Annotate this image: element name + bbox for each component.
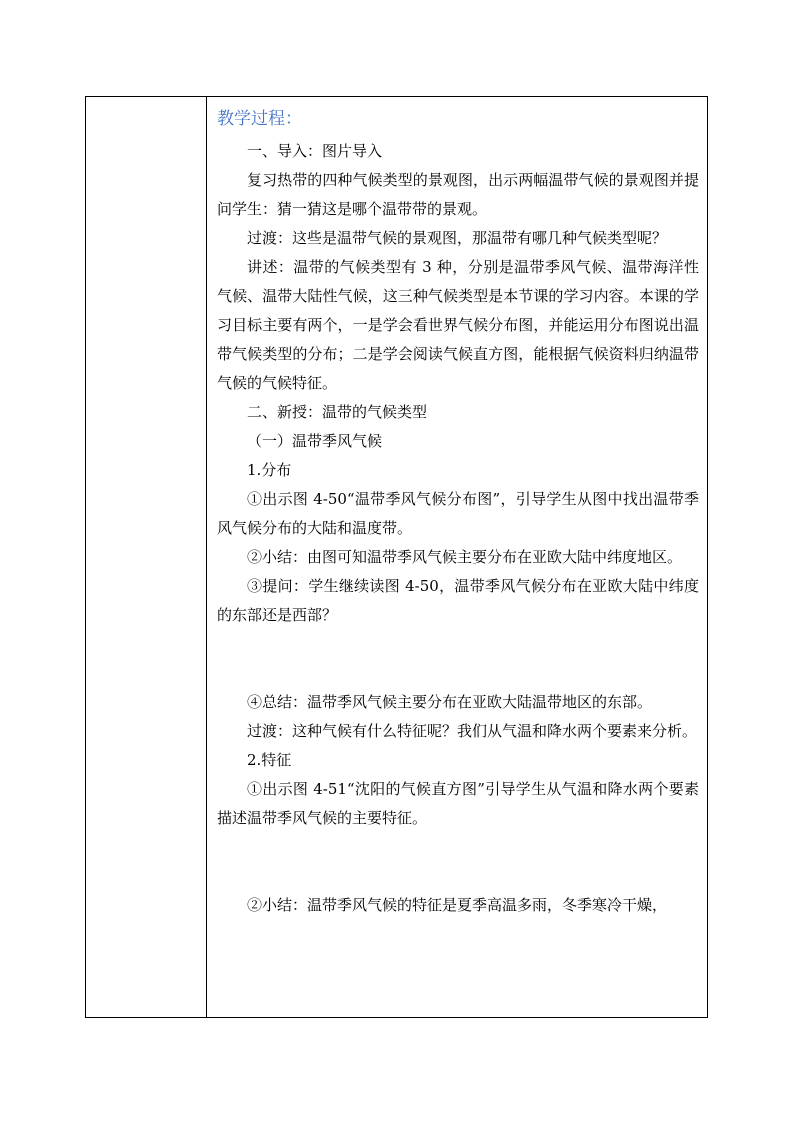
paragraph-new-lesson-title: 二、新授：温带的气候类型 xyxy=(247,403,428,421)
lesson-table xyxy=(85,96,708,1018)
section-heading: 教学过程： xyxy=(217,109,302,129)
paragraph-distribution-title: 1.分布 xyxy=(247,461,292,479)
blank-space xyxy=(217,833,699,891)
paragraph-distribution-step-3: ③提问：学生继续读图 4-50，温带季风气候分布在亚欧大陆中纬度的东部还是西部？ xyxy=(217,577,699,624)
paragraph-subsection-title: （一）温带季风气候 xyxy=(247,432,383,450)
paragraph-transition-2: 过渡：这种气候有什么特征呢？我们从气温和降水两个要素来分析。 xyxy=(247,722,698,740)
paragraph-features-step-2: ②小结：温带季风气候的特征是夏季高温多雨，冬季寒冷干燥， xyxy=(247,896,668,914)
paragraph-transition-1: 过渡：这些是温带气候的景观图，那温带有哪几种气候类型呢？ xyxy=(247,229,668,247)
paragraph-distribution-step-1: ①出示图 4-50“温带季风气候分布图”，引导学生从图中找出温带季风气候分布的大陆和温度带。 xyxy=(217,490,699,537)
blank-space xyxy=(217,630,699,688)
paragraph-intro-title: 一、导入：图片导入 xyxy=(247,142,383,160)
paragraph-explanation: 讲述：温带的气候类型有 3 种，分别是温带季风气候、温带海洋性气候、温带大陆性气候，这三种气候类型是本节课的学习内容。本课的学习目标主要有两个，一是学会看世界气候分布图，并能运用分布图说出温带气候类型的分布；二是学会阅读气候直方图，能根据气候资料归纳温带气候的气候特征。 xyxy=(217,258,699,392)
paragraph-distribution-step-4: ④总结：温带季风气候主要分布在亚欧大陆温带地区的东部。 xyxy=(247,693,653,711)
paragraph-features-step-1: ①出示图 4-51“沈阳的气候直方图”引导学生从气温和降水两个要素描述温带季风气候的主要特征。 xyxy=(217,780,699,827)
paragraph-features-title: 2.特征 xyxy=(247,751,292,769)
content-column xyxy=(207,97,707,1017)
paragraph-intro-review: 复习热带的四种气候类型的景观图，出示两幅温带气候的景观图并提问学生：猜一猜这是哪个温带带的景观。 xyxy=(217,171,699,218)
label-column xyxy=(86,97,207,1017)
paragraph-distribution-step-2: ②小结：由图可知温带季风气候主要分布在亚欧大陆中纬度地区。 xyxy=(247,548,683,566)
